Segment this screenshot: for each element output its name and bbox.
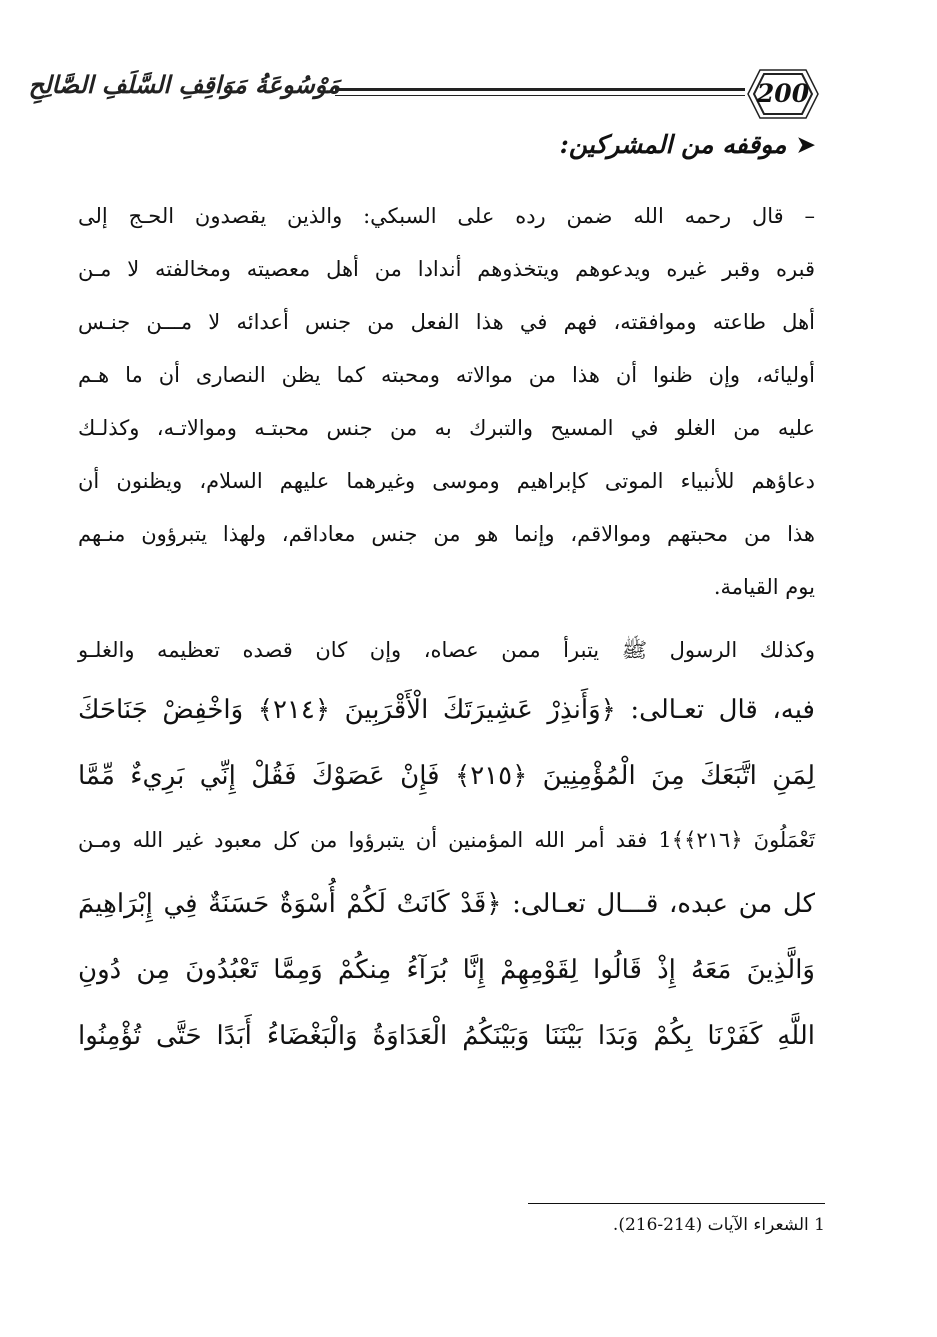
quran-line: لِمَنِ اتَّبَعَكَ مِنَ الْمُؤْمِنِينَ ﴿٢١٥﴾ فَإِنْ عَصَوْكَ فَقُلْ إِنِّي بَرِيءٌ مِّمَّا — [78, 761, 815, 791]
body-line: أوليائه، وإن ظنوا أن هذا من موالاته ومحبته كما يظن النصارى أن ما هـم — [78, 363, 815, 387]
paragraph-line: وكذلك الرسول ﷺ يتبرأ ممن عصاه، وإن كان قصده تعظيمه والغلـو — [78, 638, 815, 662]
page-number-frame — [744, 64, 822, 124]
quran-line: اللَّهِ كَفَرْنَا بِكُمْ وَبَدَا بَيْنَنَا وَبَيْنَكُمُ الْعَدَاوَةُ وَالْبَغْضَاءُ أَبَدًا حَتَّى تُؤْمِنُوا — [78, 1021, 816, 1051]
body-line: – قال رحمه الله ضمن رده على السبكي: والذين يقصدون الحـج إلى — [78, 204, 815, 228]
header-rule-thin — [335, 95, 745, 96]
book-title: مَوْسُوعَةُ مَوَاقِفِ السَّلَفِ الصَّالِحِ — [28, 70, 340, 99]
body-line: قبره وقبر غيره ويدعوهم ويتخذوهم أندادا من أهل معصيته ومخالفته لا مـن — [78, 257, 815, 281]
arrow-bullet-icon: ➤ — [796, 131, 815, 158]
section-heading — [560, 130, 815, 159]
body-line: يوم القيامة. — [713, 575, 815, 599]
body-line: هذا من محبتهم وموالاقم، وإنما هو من جنس معاداقم، ولهذا يتبرؤون منـهم — [78, 522, 815, 546]
header-rule — [335, 88, 745, 91]
quran-line: وَالَّذِينَ مَعَهُ إِذْ قَالُوا لِقَوْمِهِمْ إِنَّا بُرَآءُ مِنكُمْ وَمِمَّا تَعْبُدُونَ مِن دُونِ — [78, 955, 815, 985]
page-number: 200 — [756, 79, 810, 108]
page-header — [28, 58, 830, 128]
section-heading-text: موقفه من المشركين: — [559, 130, 787, 159]
body-text — [78, 190, 815, 1069]
body-line: عليه من الغلو في المسيح والتبرك به من جنس محبتـه وموالاتـه، وكذلـك — [78, 416, 815, 440]
quran-line: تَعْمَلُونَ ﴿٢١٦﴾﴾1 فقد أمر الله المؤمنين أن يتبرؤوا من كل معبود غير الله ومـن — [78, 828, 815, 852]
body-line: أهل طاعته وموافقته، فهم في هذا الفعل من جنس أعدائه لا مـــن جنـس — [78, 310, 815, 334]
footnote: 1 الشعراء الآيات (214-216). — [612, 1215, 825, 1235]
body-line: دعاؤهم للأنبياء الموتى كإبراهيم وموسى وغيرهما عليهم السلام، ويظنون أن — [78, 469, 815, 493]
quran-line: فيه، قال تعـالى: ﴿وَأَنذِرْ عَشِيرَتَكَ الْأَقْرَبِينَ ﴿٢١٤﴾ وَاخْفِضْ جَنَاحَكَ — [78, 695, 815, 725]
quran-line: كل من عبده، قـــال تعـالى: ﴿قَدْ كَانَتْ لَكُمْ أُسْوَةٌ حَسَنَةٌ فِي إِبْرَاهِيمَ — [78, 889, 815, 919]
footnote-divider — [528, 1203, 825, 1204]
